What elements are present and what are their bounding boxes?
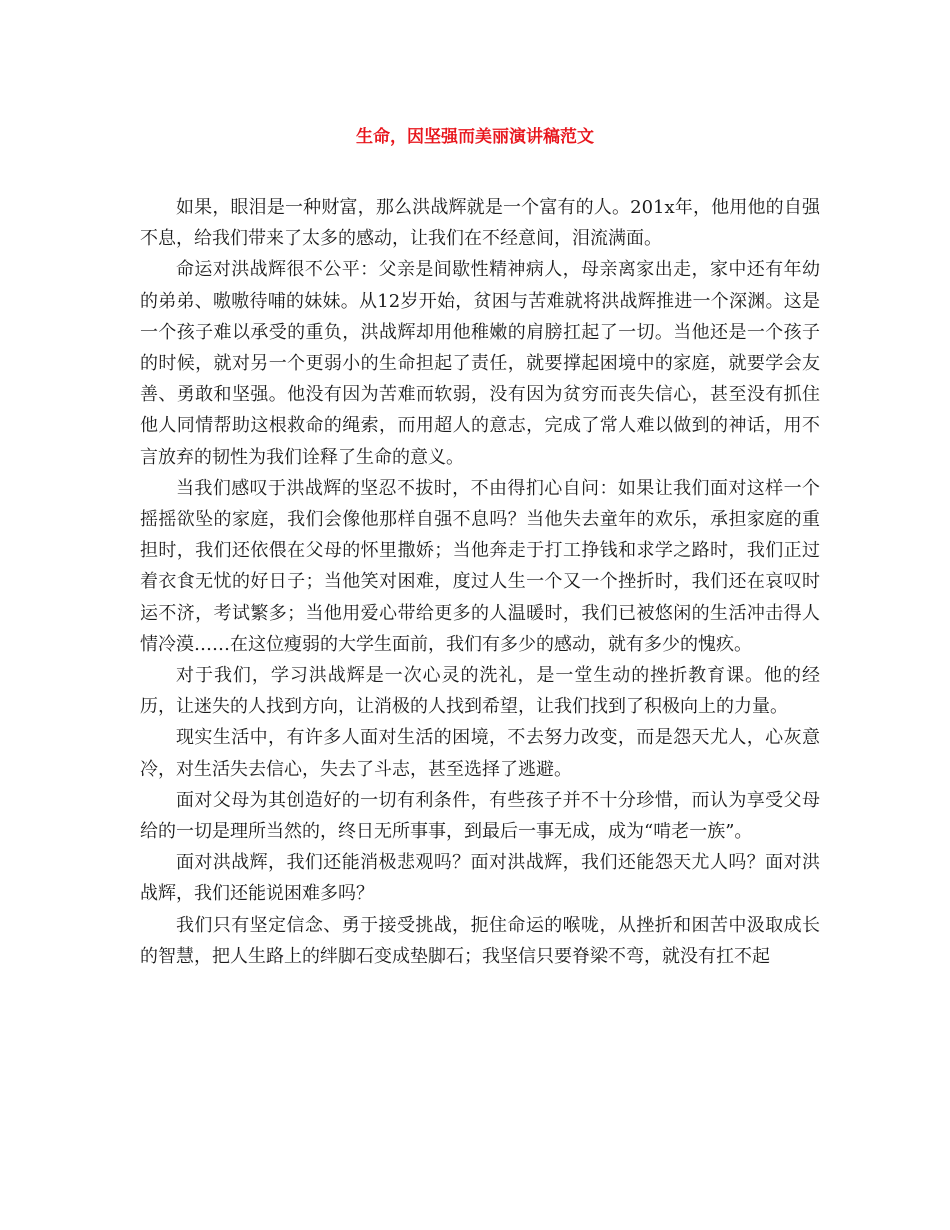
document-body xyxy=(140,192,820,972)
paragraph: 现实生活中，有许多人面对生活的困境，不去努力改变，而是怨天尤人，心灰意冷，对生活失去信心，失去了斗志，甚至选择了逃避。 xyxy=(140,727,820,780)
paragraph: 如果，眼泪是一种财富，那么洪战辉就是一个富有的人。201x年，他用他的自强不息，给我们带来了太多的感动，让我们在不经意间，泪流满面。 xyxy=(140,197,820,250)
paragraph: 面对洪战辉，我们还能消极悲观吗？面对洪战辉，我们还能怨天尤人吗？面对洪战辉，我们还能说困难多吗？ xyxy=(140,852,820,905)
paragraph: 对于我们，学习洪战辉是一次心灵的洗礼，是一堂生动的挫折教育课。他的经历，让迷失的人找到方向，让消极的人找到希望，让我们找到了积极向上的力量。 xyxy=(140,665,820,718)
document-title: 生命，因坚强而美丽演讲稿范文 xyxy=(356,127,594,147)
paragraph: 面对父母为其创造好的一切有利条件，有些孩子并不十分珍惜，而认为享受父母给的一切是理所当然的，终日无所事事，到最后一事无成，成为“啃老一族”。 xyxy=(140,789,820,843)
paragraph: 命运对洪战辉很不公平：父亲是间歇性精神病人，母亲离家出走，家中还有年幼的弟弟、嗷嗷待哺的妹妹。从12岁开始，贫困与苦难就将洪战辉推进一个深渊。这是一个孩子难以承受的重负，洪战辉却用他稚嫩的肩膀扛起了一切。当他还是一个孩子的时候，就对另一个更弱小的生命担起了责任，就要撑起困境中的家庭，就要学会友善、勇敢和坚强。他没有因为苦难而软弱，没有因为贫穷而丧失信心，甚至没有抓住他人同情帮助这根救命的绳索，而用超人的意志，完成了常人难以做到的神话，用不言放弃的韧性为我们诠释了生命的意义。 xyxy=(140,259,820,468)
paragraph: 当我们感叹于洪战辉的坚忍不拔时，不由得扪心自问：如果让我们面对这样一个摇摇欲坠的家庭，我们会像他那样自强不息吗？当他失去童年的欢乐，承担家庭的重担时，我们还依偎在父母的怀里撒娇；当他奔走于打工挣钱和求学之路时，我们正过着衣食无忧的好日子；当他笑对困难，度过人生一个又一个挫折时，我们还在哀叹时运不济，考试繁多；当他用爱心带给更多的人温暖时，我们已被悠闲的生活冲击得人情冷漠……在这位瘦弱的大学生面前，我们有多少的感动，就有多少的愧疚。 xyxy=(140,477,820,655)
paragraph: 我们只有坚定信念、勇于接受挑战，扼住命运的喉咙，从挫折和困苦中汲取成长的智慧，把人生路上的绊脚石变成垫脚石；我坚信只要脊梁不弯，就没有扛不起 xyxy=(140,914,820,967)
